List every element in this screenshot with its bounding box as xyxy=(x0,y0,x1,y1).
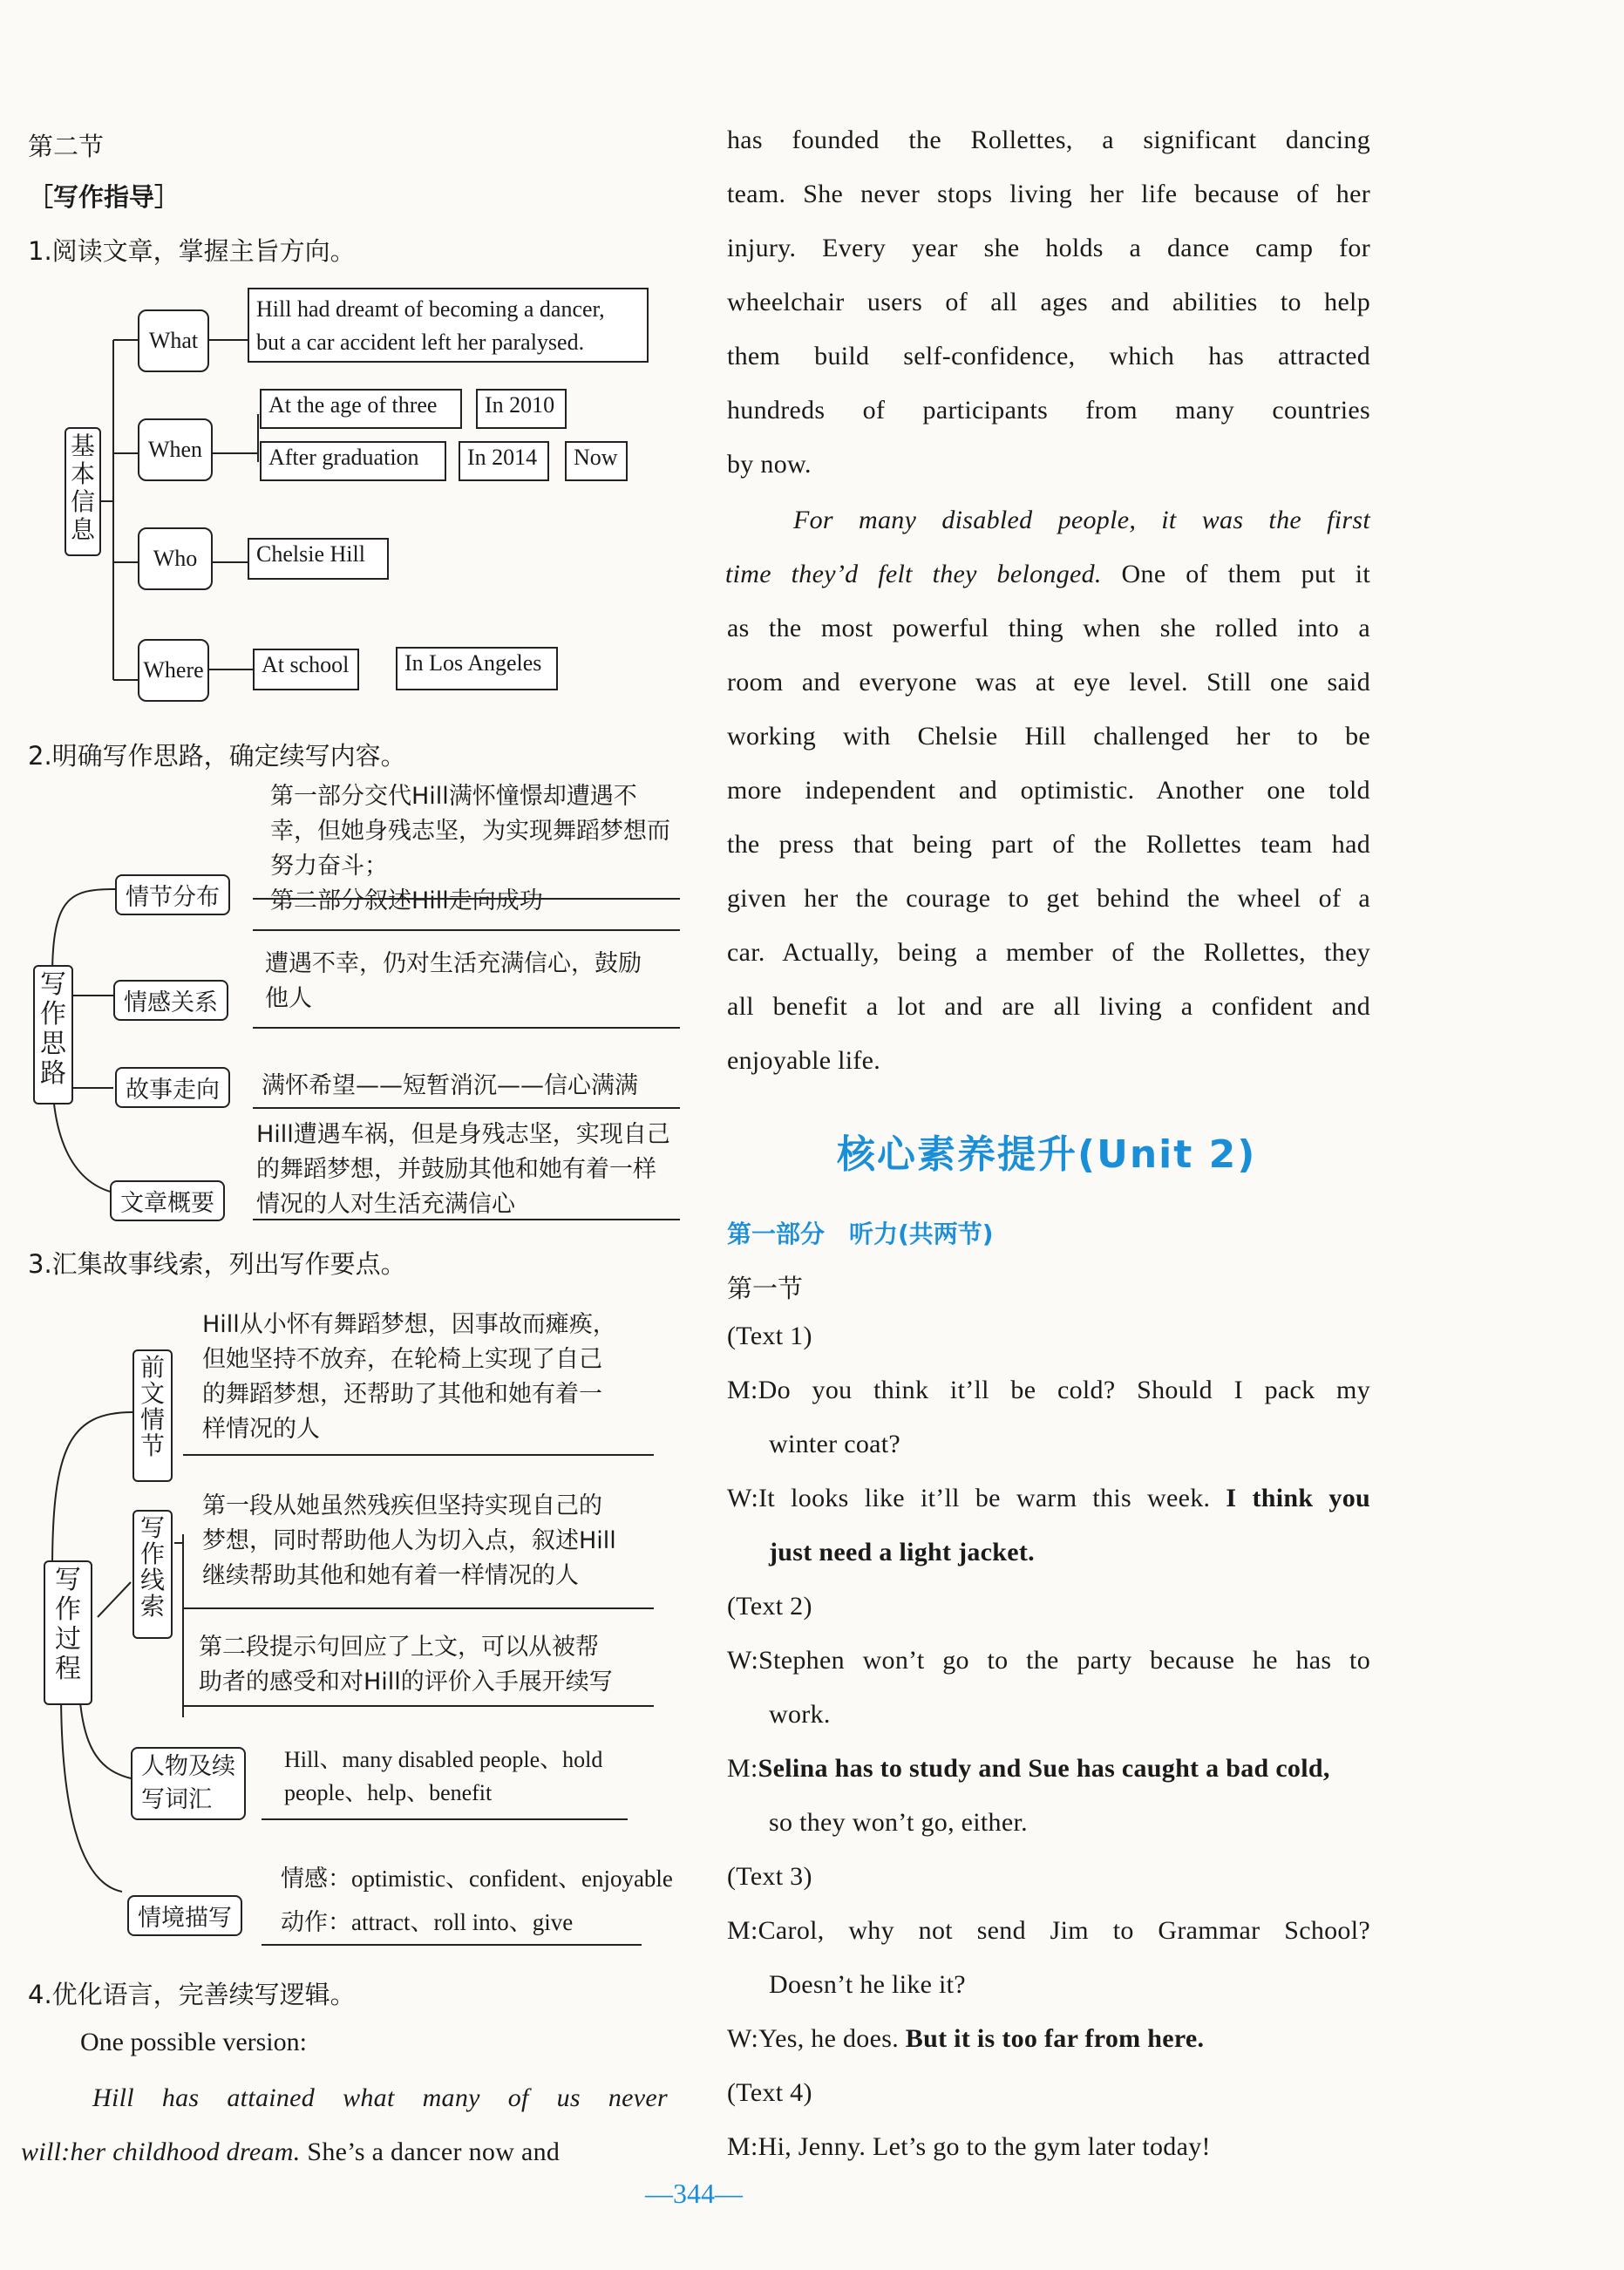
what-label: What xyxy=(138,309,209,372)
guide-title: ［写作指导］ xyxy=(28,182,180,212)
clue-label: 写作线索 xyxy=(133,1510,173,1639)
emotion-text: 遭遇不幸，仍对生活充满信心，鼓励 他人 xyxy=(265,950,642,1012)
plot-underline-top xyxy=(253,898,680,900)
dialogue-line: W:It looks like it’ll be warm this week. I think you xyxy=(727,1484,1371,1512)
step-1: 1.阅读文章，掌握主旨方向。 xyxy=(28,236,356,266)
step-3: 3.汇集故事线索，列出写作要点。 xyxy=(28,1249,406,1279)
clue-text-1: 第一段从她虽然残疾但坚持实现自己的 梦想，同时帮助他人为切入点，叙述Hill 继续帮助其他和她有着一样情况的人 xyxy=(202,1492,616,1589)
basic-info-root: 基本信息 xyxy=(65,427,101,556)
dialogue-line: so they won’t go, either. xyxy=(769,1808,1028,1837)
vocab-text: Hill、many disabled people、hold people、help、benefit xyxy=(284,1747,603,1805)
dialogue-line: just need a light jacket. xyxy=(769,1538,1035,1567)
story-label: 故事走向 xyxy=(115,1067,230,1108)
plot-text: 第一部分交代Hill满怀憧憬却遭遇不 幸，但她身残志坚，为实现舞蹈梦想而 努力奋斗； 第二部分叙述Hill走向成功 xyxy=(270,783,670,914)
step-4: 4.优化语言，完善续写逻辑。 xyxy=(28,1980,356,2009)
when-item-graduation: After graduation xyxy=(260,441,446,481)
essay-left-line-1: Hill has attained what many of us never xyxy=(92,2083,668,2112)
essay-line: by now. xyxy=(727,450,812,479)
scene-text: 情感：optimistic、confident、enjoyable 动作：attract、roll into、give xyxy=(281,1866,673,1935)
essay-line: team. She never stops living her life because of her xyxy=(727,180,1370,208)
when-item-2010: In 2010 xyxy=(476,389,567,429)
where-item-la: In Los Angeles xyxy=(396,647,558,690)
listening-part-title: 第一部分 听力(共两节) xyxy=(727,1220,994,1248)
plot-label: 情节分布 xyxy=(115,874,230,915)
essay-line: car. Actually, being a member of the Rollettes, they xyxy=(727,938,1370,967)
essay-p2-line-2: time they’d felt they belonged. One of them put it xyxy=(725,560,1370,588)
dialogue-line: M:Selina has to study and Sue has caught a bad cold, xyxy=(727,1754,1330,1783)
essay-line: as the most powerful thing when she rolled into a xyxy=(727,614,1370,642)
dialogue-line: work. xyxy=(769,1700,831,1729)
when-item-now: Now xyxy=(565,441,628,481)
essay-line: room and everyone was at eye level. Still one said xyxy=(727,668,1370,697)
essay-line: enjoyable life. xyxy=(727,1046,881,1075)
vocab-label: 人物及续 写词汇 xyxy=(131,1747,246,1820)
clue-underline-1 xyxy=(183,1607,654,1609)
section-title: 第二节 xyxy=(28,132,105,161)
dialogue-line: M:Carol, why not send Jim to Grammar School? xyxy=(727,1916,1370,1945)
text-label: (Text 2) xyxy=(727,1592,812,1621)
possible-version-label: One possible version: xyxy=(80,2028,307,2056)
summary-label: 文章概要 xyxy=(110,1180,225,1221)
essay-line: given her the courage to get behind the wheel of a xyxy=(727,884,1370,913)
emotion-underline xyxy=(253,1027,680,1029)
when-item-2014: In 2014 xyxy=(459,441,549,481)
essay-line: them build self-confidence, which has attracted xyxy=(727,342,1370,370)
prev-plot-label: 前文情节 xyxy=(133,1349,173,1482)
essay-line: has founded the Rollettes, a significant dancing xyxy=(727,126,1370,154)
clue-underline-2 xyxy=(183,1705,654,1707)
plot-underline xyxy=(253,929,680,931)
essay-line: working with Chelsie Hill challenged her to be xyxy=(727,722,1370,751)
scene-label: 情境描写 xyxy=(127,1895,242,1936)
dialogue-line: W:Stephen won’t go to the party because he has to xyxy=(727,1646,1370,1675)
vocab-underline xyxy=(262,1818,628,1820)
essay-line: hundreds of participants from many countries xyxy=(727,396,1370,425)
prev-plot-text: Hill从小怀有舞蹈梦想，因事故而瘫痪， 但她坚持不放弃，在轮椅上实现了自己 的舞蹈梦想，还帮助了其他和她有着一 样情况的人 xyxy=(202,1311,616,1443)
dialogue-line: M:Hi, Jenny. Let’s go to the gym later today! xyxy=(727,2132,1211,2161)
what-text: Hill had dreamt of becoming a dancer, but a car accident left her paralysed. xyxy=(248,288,649,363)
emotion-label: 情感关系 xyxy=(113,980,228,1021)
essay-line: more independent and optimistic. Another one told xyxy=(727,776,1370,805)
writing-process-root: 写作过程 xyxy=(44,1560,92,1705)
essay-left-line-2: will:her childhood dream. She’s a dancer now and xyxy=(21,2137,561,2166)
clue-text-2: 第二段提示句回应了上文，可以从被帮 助者的感受和对Hill的评价入手展开续写 xyxy=(199,1634,613,1696)
essay-line: the press that being part of the Rollettes team had xyxy=(727,830,1370,859)
essay-line: wheelchair users of all ages and abilities to help xyxy=(727,288,1370,316)
dialogue-line: Doesn’t he like it? xyxy=(769,1970,966,1999)
scene-underline xyxy=(262,1944,642,1946)
where-label: Where xyxy=(138,639,209,702)
text-label: (Text 3) xyxy=(727,1862,812,1891)
when-label: When xyxy=(138,418,213,481)
writing-idea-root: 写作思路 xyxy=(33,965,73,1104)
text-label: (Text 4) xyxy=(727,2078,812,2107)
unit-heading: 核心素养提升(Unit 2) xyxy=(837,1132,1257,1177)
where-item-school: At school xyxy=(253,649,359,690)
story-text: 满怀希望——短暂消沉——信心满满 xyxy=(262,1072,638,1099)
when-item-age-three: At the age of three xyxy=(260,389,462,429)
who-item: Chelsie Hill xyxy=(248,538,389,580)
step-2: 2.明确写作思路，确定续写内容。 xyxy=(28,741,406,771)
who-label: Who xyxy=(138,527,213,590)
dialogue-line: M:Do you think it’ll be cold? Should I pack my xyxy=(727,1376,1370,1404)
listening-section: 第一节 xyxy=(727,1274,804,1303)
text-label: (Text 1) xyxy=(727,1322,812,1350)
summary-text: Hill遭遇车祸，但是身残志坚，实现自己 的舞蹈梦想，并鼓励其他和她有着一样 情况的人对生活充满信心 xyxy=(256,1121,670,1218)
page-number: —344— xyxy=(645,2178,743,2209)
dialogue-line: winter coat? xyxy=(769,1430,901,1458)
prev-plot-underline xyxy=(183,1454,654,1456)
essay-line: all benefit a lot and are all living a confident and xyxy=(727,992,1370,1021)
story-underline xyxy=(253,1107,680,1109)
summary-underline xyxy=(253,1219,680,1220)
essay-p2-line-1: For many disabled people, it was the first xyxy=(793,506,1370,534)
dialogue-line: W:Yes, he does. But it is too far from here. xyxy=(727,2024,1205,2053)
essay-line: injury. Every year she holds a dance camp for xyxy=(727,234,1370,262)
